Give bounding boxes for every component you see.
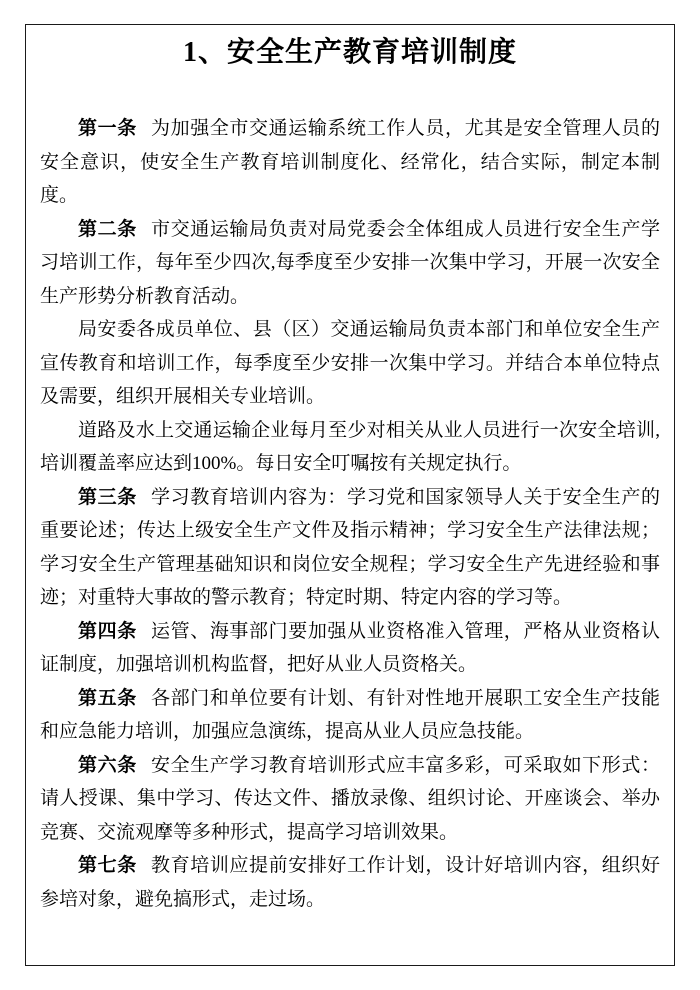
article-number: 第一条: [78, 118, 137, 139]
article-number: 第四条: [78, 620, 137, 642]
article-paragraph: [40, 213, 660, 314]
article-paragraph: [40, 682, 660, 749]
article-text: 为加强全市交通运输系统工作人员，尤其是安全管理人员的安全意识，使安全生产教育培训制度化、经常化，结合实际，制定本制度。: [40, 118, 660, 206]
article-paragraph: [40, 414, 660, 481]
article-paragraph: [40, 112, 660, 213]
article-number: 第二条: [78, 218, 137, 240]
article-number: 第五条: [78, 687, 137, 709]
article-paragraph: [40, 313, 660, 414]
article-number: 第七条: [78, 855, 137, 876]
article-paragraph: [40, 749, 660, 850]
article-text: 局安委各成员单位、县（区）交通运输局负责本部门和单位安全生产宣传教育和培训工作，每季度至少安排一次集中学习。并结合本单位特点及需要，组织开展相关专业培训。: [40, 319, 660, 407]
article-text: 运管、海事部门要加强从业资格准入管理，严格从业资格认证制度，加强培训机构监督，把好从业人员资格关。: [40, 620, 660, 675]
article-text: 学习教育培训内容为：学习党和国家领导人关于安全生产的重要论述；传达上级安全生产文件及指示精神；学习安全生产法律法规；学习安全生产管理基础知识和岗位安全规程；学习安全生产先进经验和事迹；对重特大事故的警示教育；特定时期、特定内容的学习等。: [40, 486, 660, 608]
article-text: 安全生产学习教育培训形式应丰富多彩，可采取如下形式：请人授课、集中学习、传达文件、播放录像、组织讨论、开座谈会、举办竞赛、交流观摩等多种形式，提高学习培训效果。: [40, 754, 660, 843]
document-title: 1、安全生产教育培训制度: [182, 37, 517, 68]
article-paragraph: [40, 849, 660, 916]
article-paragraph: [40, 481, 660, 615]
article-number: 第六条: [78, 754, 137, 776]
article-text: 教育培训应提前安排好工作计划，设计好培训内容，组织好参培对象，避免搞形式，走过场。: [40, 855, 660, 910]
article-number: 第三条: [78, 486, 137, 508]
article-text: 市交通运输局负责对局党委会全体组成人员进行安全生产学习培训工作，每年至少四次,每季度至少安排一次集中学习，开展一次安全生产形势分析教育活动。: [40, 218, 660, 307]
article-text: 道路及水上交通运输企业每月至少对相关从业人员进行一次安全培训,培训覆盖率应达到100%。每日安全叮嘱按有关规定执行。: [40, 419, 660, 474]
article-paragraph: [40, 615, 660, 682]
page: [25, 24, 675, 966]
article-text: 各部门和单位要有计划、有针对性地开展职工安全生产技能和应急能力培训，加强应急演练，提高从业人员应急技能。: [40, 687, 660, 742]
